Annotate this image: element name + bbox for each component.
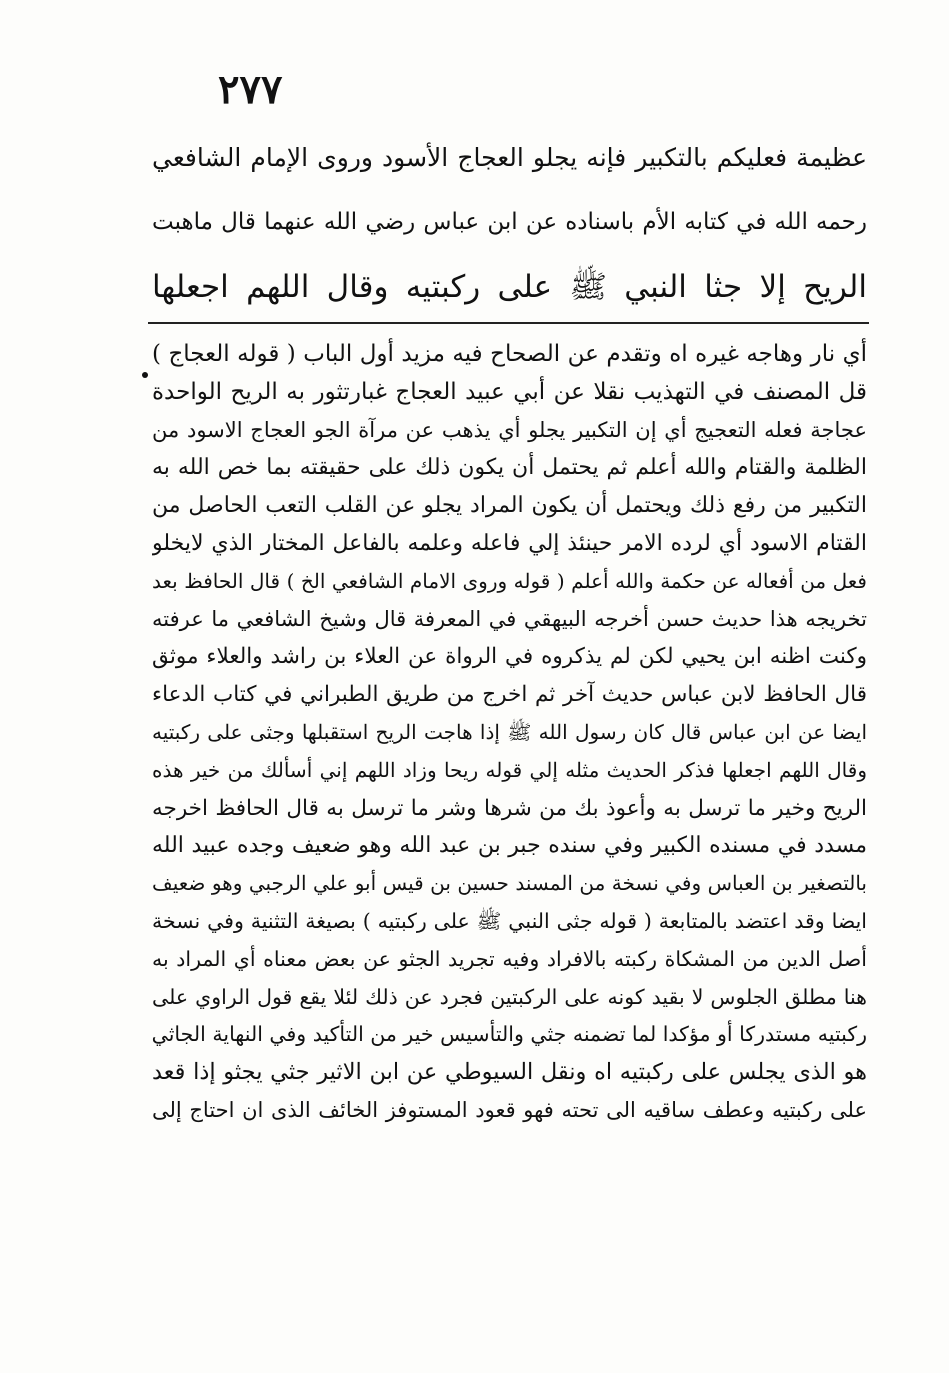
- main-text-line: رحمه الله في كتابه الأم باسناده عن ابن عباس رضي الله عنهما قال ماهبت: [152, 209, 867, 235]
- margin-dot-mark: [142, 372, 148, 378]
- commentary-line: أصل الدين من المشكاة ركبته بالافراد وفيه تجريد الجثو عن بعض معناه أي المراد به: [152, 946, 867, 971]
- commentary-line: ايضا وقد اعتضد بالمتابعة ( قوله جثى النبي ﷺ على ركبتيه ) بصيغة التثنية وفي نسخة: [152, 908, 867, 933]
- commentary-line: تخريجه هذا حديث حسن أخرجه البيهقي في المعرفة قال وشيخ الشافعي ما عرفته: [152, 606, 867, 631]
- commentary-line: ايضا عن ابن عباس قال كان رسول الله ﷺ إذا هاجت الريح استقبلها وجثى على ركبتيه: [152, 719, 867, 744]
- commentary-line: الظلمة والقتام والله أعلم ثم يحتمل أن يكون ذلك على حقيقته بما خص الله به: [152, 455, 867, 481]
- commentary-block: [152, 336, 867, 1130]
- commentary-line: هو الذى يجلس على ركبتيه اه ونقل السيوطي عن ابن الاثير جثي يجثو إذا قعد: [152, 1059, 867, 1086]
- commentary-line: فعل من أفعاله عن حكمة والله أعلم ( قوله وروى الامام الشافعي الخ ) قال الحافظ بعد: [152, 568, 867, 593]
- commentary-line: هنا مطلق الجلوس لا بقيد كونه على الركبتين فجرد عن ذلك لئلا يقع قول الراوي على: [152, 984, 867, 1009]
- commentary-line: وقال اللهم اجعلها فذكر الحديث مثله إلي قوله ريحا وزاد اللهم إني أسألك من خير هذه: [152, 757, 867, 782]
- commentary-line: بالتصغير بن العباس وفي نسخة من المسند حسين بن قيس أبو علي الرجبي وهو ضعيف: [152, 871, 867, 896]
- main-text-line: عظيمة فعليكم بالتكبير فإنه يجلو العجاج الأسود وروى الإمام الشافعي: [152, 143, 867, 172]
- commentary-line: عجاجة فعله التعجيج أي إن التكبير يجلو أي يذهب عن مرآة الجو العجاج الاسود من: [152, 417, 867, 442]
- main-text-line: الريح إلا جثا النبي ﷺ على ركبتيه وقال اللهم اجعلها: [152, 269, 867, 305]
- commentary-line: قل المصنف في التهذيب نقلا عن أبي عبيد العجاج غبارتثور به الريح الواحدة: [152, 378, 867, 405]
- section-divider: [148, 322, 869, 324]
- commentary-line: على ركبتيه وعطف ساقيه الى تحته فهو قعود المستوفز الخائف الذى ان احتاج إلى: [152, 1097, 867, 1122]
- commentary-line: وكنت اظنه ابن يحيي لكن لم يذكروه في الرواة عن العلاء بن راشد والعلاء موثق: [152, 644, 867, 670]
- commentary-line: مسدد في مسنده الكبير وفي سنده جبر بن عبد الله وهو ضعيف وجده عبيد الله: [152, 833, 867, 859]
- commentary-line: الريح وخير ما ترسل به وأعوذ بك من شرها وشر ما ترسل به قال الحافظ اخرجه: [152, 795, 867, 821]
- commentary-line: القتام الاسود أي لرده الامر حينئذ إلي فاعله وعلمه بالفاعل المختار الذي لايخلو: [152, 530, 867, 556]
- commentary-line: التكبير من رفع ذلك ويحتمل أن يكون المراد يجلو عن القلب التعب الحاصل من: [152, 493, 867, 519]
- commentary-line: قال الحافظ لابن عباس حديث آخر ثم اخرج من طريق الطبراني في كتاب الدعاء: [152, 682, 867, 708]
- commentary-line: ركبتيه مستدركا أو مؤكدا لما تضمنه جثي والتأسيس خير من التأكيد وفي النهاية الجاثي: [152, 1022, 867, 1047]
- page-number: ٢٧٧: [218, 66, 283, 113]
- commentary-line: أي نار وهاجه غيره اه وتقدم عن الصحاح فيه مزيد أول الباب ( قوله العجاج ): [152, 341, 867, 367]
- main-text-block: [152, 125, 867, 320]
